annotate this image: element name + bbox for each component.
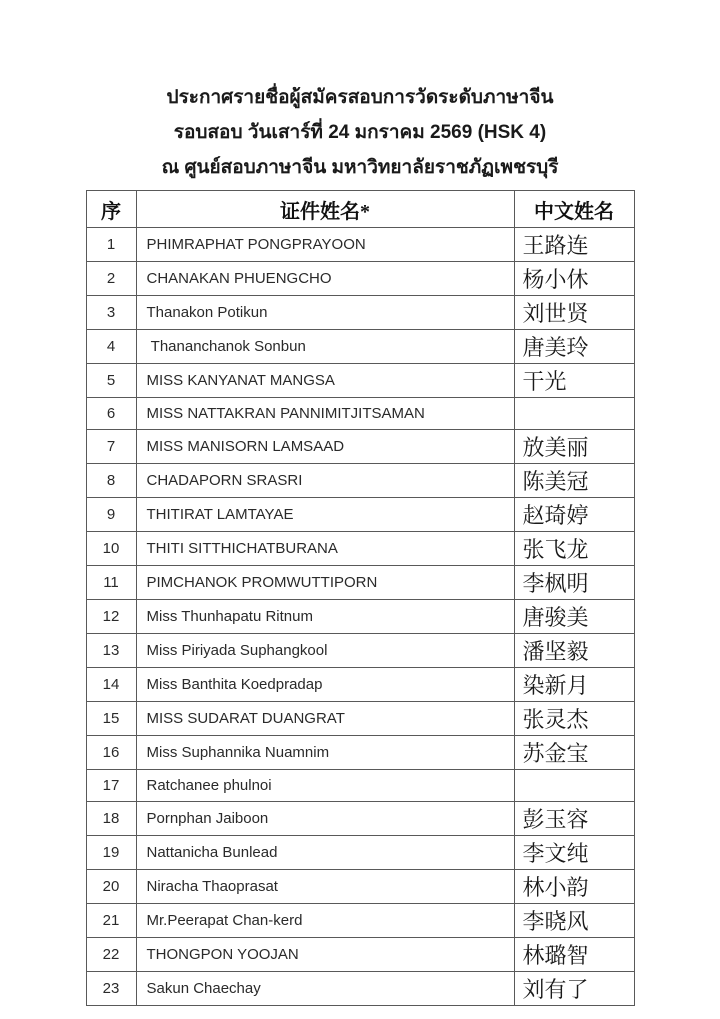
id-name-cell: Ratchanee phulnoi xyxy=(136,770,514,802)
table-row xyxy=(86,870,634,904)
chinese-name-cell: 潘坚毅 xyxy=(514,634,634,668)
table-row xyxy=(86,736,634,770)
table-row xyxy=(86,634,634,668)
row-number-cell: 22 xyxy=(86,938,136,972)
row-number-cell: 10 xyxy=(86,532,136,566)
chinese-name-cell: 刘有了 xyxy=(514,972,634,1006)
chinese-name-cell: 染新月 xyxy=(514,668,634,702)
id-name-cell: MISS SUDARAT DUANGRAT xyxy=(136,702,514,736)
row-number-cell: 19 xyxy=(86,836,136,870)
chinese-name-cell: 唐美玲 xyxy=(514,330,634,364)
chinese-name-cell: 彭玉容 xyxy=(514,802,634,836)
id-name-cell: MISS NATTAKRAN PANNIMITJITSAMAN xyxy=(136,398,514,430)
column-header-chinese-name: 中文姓名 xyxy=(514,191,634,228)
table-header-row xyxy=(86,191,634,228)
table-row xyxy=(86,770,634,802)
table-row xyxy=(86,532,634,566)
row-number-cell: 21 xyxy=(86,904,136,938)
table-row xyxy=(86,498,634,532)
chinese-name-cell: 李晓风 xyxy=(514,904,634,938)
row-number-cell: 7 xyxy=(86,430,136,464)
chinese-name-cell: 赵琦婷 xyxy=(514,498,634,532)
table-row xyxy=(86,566,634,600)
table-row xyxy=(86,972,634,1006)
table-row xyxy=(86,702,634,736)
id-name-cell: THITI SITTHICHATBURANA xyxy=(136,532,514,566)
id-name-cell: PHIMRAPHAT PONGPRAYOON xyxy=(136,228,514,262)
chinese-name-cell: 林小韵 xyxy=(514,870,634,904)
document-title xyxy=(0,0,720,185)
id-name-cell: THONGPON YOOJAN xyxy=(136,938,514,972)
title-line-2: รอบสอบ วันเสาร์ที่ 24 มกราคม 2569 (HSK 4) xyxy=(173,122,547,143)
table-row xyxy=(86,398,634,430)
row-number-cell: 12 xyxy=(86,600,136,634)
table-row xyxy=(86,262,634,296)
column-header-number: 序 xyxy=(86,191,136,228)
row-number-cell: 13 xyxy=(86,634,136,668)
table-row xyxy=(86,938,634,972)
chinese-name-cell: 刘世贤 xyxy=(514,296,634,330)
chinese-name-cell xyxy=(514,770,634,802)
column-header-id-name: 证件姓名* xyxy=(136,191,514,228)
row-number-cell: 1 xyxy=(86,228,136,262)
table-body xyxy=(86,228,634,1006)
id-name-cell: MISS MANISORN LAMSAAD xyxy=(136,430,514,464)
id-name-cell: Miss Thunhapatu Ritnum xyxy=(136,600,514,634)
id-name-cell: Thananchanok Sonbun xyxy=(136,330,514,364)
table-row xyxy=(86,330,634,364)
row-number-cell: 16 xyxy=(86,736,136,770)
id-name-cell: Mr.Peerapat Chan-kerd xyxy=(136,904,514,938)
table-row xyxy=(86,430,634,464)
table-row xyxy=(86,228,634,262)
chinese-name-cell: 杨小休 xyxy=(514,262,634,296)
chinese-name-cell: 李枫明 xyxy=(514,566,634,600)
chinese-name-cell: 张灵杰 xyxy=(514,702,634,736)
table-row xyxy=(86,600,634,634)
id-name-cell: Pornphan Jaiboon xyxy=(136,802,514,836)
row-number-cell: 8 xyxy=(86,464,136,498)
chinese-name-cell: 王路连 xyxy=(514,228,634,262)
id-name-cell: THITIRAT LAMTAYAE xyxy=(136,498,514,532)
chinese-name-cell: 干光 xyxy=(514,364,634,398)
row-number-cell: 9 xyxy=(86,498,136,532)
row-number-cell: 2 xyxy=(86,262,136,296)
chinese-name-cell: 张飞龙 xyxy=(514,532,634,566)
chinese-name-cell: 放美丽 xyxy=(514,430,634,464)
row-number-cell: 14 xyxy=(86,668,136,702)
row-number-cell: 11 xyxy=(86,566,136,600)
candidate-table xyxy=(86,190,635,1006)
chinese-name-cell: 唐骏美 xyxy=(514,600,634,634)
id-name-cell: Thanakon Potikun xyxy=(136,296,514,330)
row-number-cell: 20 xyxy=(86,870,136,904)
id-name-cell: CHANAKAN PHUENGCHO xyxy=(136,262,514,296)
row-number-cell: 15 xyxy=(86,702,136,736)
row-number-cell: 18 xyxy=(86,802,136,836)
row-number-cell: 4 xyxy=(86,330,136,364)
table-row xyxy=(86,668,634,702)
id-name-cell: Sakun Chaechay xyxy=(136,972,514,1006)
table-row xyxy=(86,802,634,836)
title-line-3: ณ ศูนย์สอบภาษาจีน มหาวิทยาลัยราชภัฏเพชรบุรี xyxy=(161,157,559,178)
row-number-cell: 3 xyxy=(86,296,136,330)
row-number-cell: 6 xyxy=(86,398,136,430)
id-name-cell: MISS KANYANAT MANGSA xyxy=(136,364,514,398)
id-name-cell: PIMCHANOK PROMWUTTIPORN xyxy=(136,566,514,600)
table-row xyxy=(86,296,634,330)
chinese-name-cell: 林璐智 xyxy=(514,938,634,972)
table-row xyxy=(86,904,634,938)
chinese-name-cell: 陈美冠 xyxy=(514,464,634,498)
row-number-cell: 23 xyxy=(86,972,136,1006)
id-name-cell: Miss Suphannika Nuamnim xyxy=(136,736,514,770)
table-row xyxy=(86,836,634,870)
id-name-cell: CHADAPORN SRASRI xyxy=(136,464,514,498)
id-name-cell: Niracha Thaoprasat xyxy=(136,870,514,904)
row-number-cell: 17 xyxy=(86,770,136,802)
row-number-cell: 5 xyxy=(86,364,136,398)
title-line-1: ประกาศรายชื่อผู้สมัครสอบการวัดระดับภาษาจีน xyxy=(166,87,554,108)
id-name-cell: Miss Piriyada Suphangkool xyxy=(136,634,514,668)
chinese-name-cell: 苏金宝 xyxy=(514,736,634,770)
chinese-name-cell xyxy=(514,398,634,430)
id-name-cell: Nattanicha Bunlead xyxy=(136,836,514,870)
id-name-cell: Miss Banthita Koedpradap xyxy=(136,668,514,702)
table-row xyxy=(86,364,634,398)
table-row xyxy=(86,464,634,498)
chinese-name-cell: 李文纯 xyxy=(514,836,634,870)
